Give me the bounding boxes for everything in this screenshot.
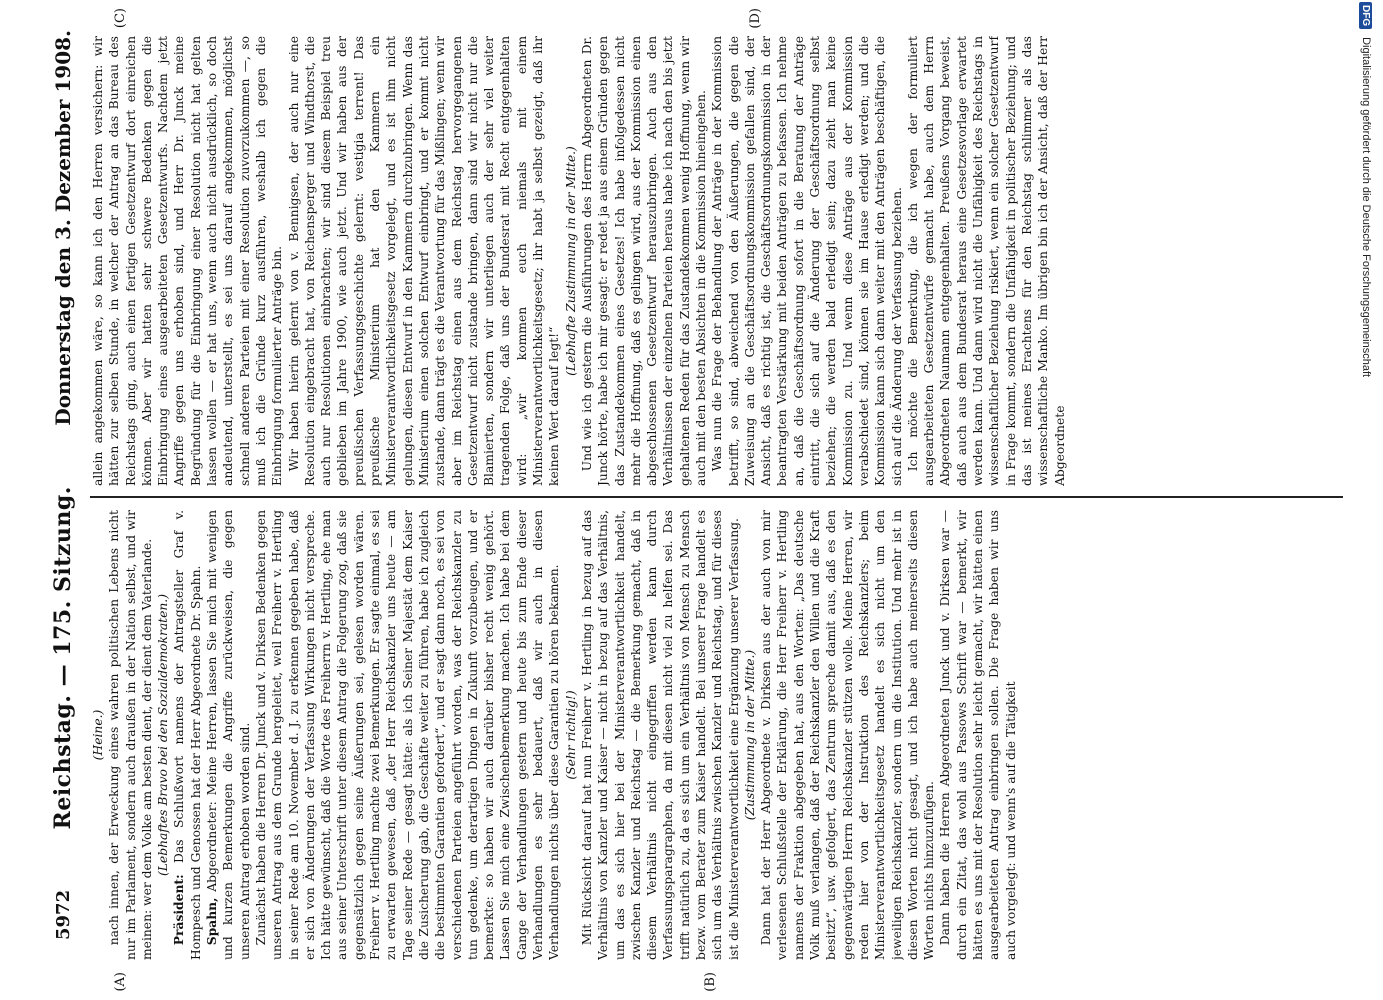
body-paragraph: Zunächst haben die Herren Dr. Junck und v. Dirksen Bedenken gegen unseren Antrag aus dem Grunde hergeleitet, weil Freiherr v. Hertling in seiner Rede am 10. November d. J. zu erkennen gegeben habe, daß er sich von Änderungen der Verfassung Wirkungen nicht verspreche. Ich hätte gewünscht, daß die Worte des Freiherrn v. Hertling, ehe man aus seiner Unterschrift unter diesem Antrag die Folgerung zog, daß sie gegensätzlich gegen seine Äußerungen sei, gelesen worden wären. Freiherr v. Hertling machte zwei Bemerkungen. Er sagte einmal, es sei zu erwarten gewesen, daß „der Herr Reichskanzler uns heute — am Tage seiner Rede — gesagt hätte: als ich Seiner Majestät dem Kaiser die Zusicherung gab, die Geschäfte weiter zu führen, habe ich zugleich die bestimmten Garantien gefordert“, und er sagt dann noch, es sei von verschiedenen Parteien angeführt worden, was der Reichskanzler zu tun gedenke, um derartigen Dingen in Zukunft vorzubeugen, und er bemerkte: so haben wir auch darüber bisher recht wenig gehört. Lassen Sie mich eine Zwischenbemerkung machen. Ich habe bei dem Gange der Verhandlungen gestern und heute bis zum Ende dieser Verhandlungen es sehr bedauert, daß wir auch in diesen Verhandlungen nichts über diese Garantien zu hören bekamen. [253,510,562,960]
section-marker-c: (C) [113,8,128,29]
session-date: Donnerstag den 3. Dezember 1908. [51,30,75,426]
body-paragraph: Wir haben hierin gelernt von v. Bennigsen, der auch nur eine Resolution eingebracht hat, von Reichensperger und Windthorst, die auch nur Resolutionen einbrachten; wir sind diesem Beispiel treu geblieben im Jahre 1900, wie auch jetzt. Und wir haben aus der preußischen Verfassungsgeschichte gelernt: vestigia terrent! Das preußische Ministerium hat den Kammern ein Ministerverantwortlichkeitsgesetz vorgelegt, und es ist ihm nicht gelungen, diesen Entwurf in den Kammern durchzubringen. Wenn das Ministerium einen solchen Entwurf einbringt, und er kommt nicht zustande, dann trägt es die Verantwortung für das Mißlingen; wenn wir aber im Reichstag einen aus dem Reichstag hervorgegangenen Gesetzentwurf nicht zustande bringen, dann sind wir nicht nur die Blamierten, sondern wir unterliegen auch der sehr viel weiter tragenden Folge, daß uns der Bundesrat mit Recht entgegenhalten wird: „wir kommen euch niemals mit einem Ministerverantwortlichkeitsgesetz; ihr habt ja selbst gezeigt, daß ihr keinen Wert darauf legt!“ [286,36,562,486]
stage-direction: (Zustimmung in der Mitte.) [742,649,757,821]
page-header [43,30,83,940]
stage-direction: (Lebhaftes Bravo bei den Sozialdemokraten.) [156,593,171,877]
body-paragraph: Dann haben die Herren Abgeordneten Junck und v. Dirksen war — durch ein Zitat, das wohl aus Passows Schrift war — bemerkt, wir hätten es uns mit der Resolution sehr leicht gemacht, wir hätten einen ausgearbeiteten Antrag einbringen sollen. Die Frage haben wir uns auch vorgelegt: und wenn's auf die Tätigkeit [938,510,1018,960]
left-text-column [90,510,1343,960]
page-title: Reichstag. — 175. Sitzung. [50,486,76,830]
body-paragraph: allein angekommen wäre, so kann ich den Herren versichern: wir hätten zur selben Stunde, in welcher der Antrag an das Bureau des Reichstags ging, auch einen fertigen Gesetzentwurf dort einreichen können. Aber wir hatten sehr schwere Bedenken gegen die Einbringung eines ausgearbeiteten Gesetzentwurfs. Nachdem jetzt Angriffe gegen uns erhoben sind, und Herr Dr. Junck meine Begründung für die Einbringung einer Resolution nicht hat gelten lassen wollen — er hat uns, wenn auch nicht ausdrücklich, so doch andeutend, unterstellt, es sei uns darauf angekommen, möglichst schnell anderen Parteien mit einer Resolution zuvorzukommen —, so muß ich die Gründe kurz ausführen, weshalb ich gegen die Einbringung formulierter Anträge bin. [91,36,285,486]
stage-direction: (Sehr richtig!) [563,690,578,780]
speech-paragraph [204,510,253,960]
body-paragraph: Dann hat der Herr Abgeordnete v. Dirksen aus der auch von mir verlesenen Schlußstelle der Erklärung, die Herr Freiherr v. Hertling namens der Fraktion abgegeben hat, aus den Worten: „Das deutsche Volk muß verlangen, daß der Reichskanzler den Willen und die Kraft besitzt“, usw. gefolgert, das Zentrum spreche damit aus, daß es den gegenwärtigen Herrn Reichskanzler stützen wolle. Meine Herren, wir reden hier von der Instruktion des Reichskanzlers; beim Ministerverantwortlichkeitsgesetz handelt es sich nicht um den jeweiligen Reichskanzler, sondern um die Institution. Und mehr ist in diesen Worten nicht gesagt, und ich habe auch meinerseits diesen Worten nichts hinzuzufügen. [759,510,937,960]
speaker-name: Spahn, [204,897,220,946]
speech-paragraph [171,510,204,960]
right-text-column [90,36,1343,486]
section-marker-b: (B) [703,972,718,992]
speech-text: Das Schlußwort namens der Antragsteller Graf v. Hompesch und Genossen hat der Herr Abgeordnete Dr. Spahn. [172,510,203,960]
body-paragraph: Mit Rücksicht darauf hat nun Freiherr v. Hertling in bezug auf das Verhältnis von Kanzler und Kaiser — nicht in bezug auf das Verhältnis, um das es sich hier bei der Ministerverantwortlichkeit handelt, zwischen Kanzler und Reichstag — die Bemerkung gemacht, daß in diesem Verhältnis nicht eingegriffen werden kann durch Verfassungsparagraphen, da mit diesen nicht viel zu helfen sei. Das trifft natürlich zu, da es sich um ein Verhältnis von Mensch zu Mensch bezw. vom Berater zum Kaiser handelt. Bei unserer Frage handelt es sich um das Verhältnis zwischen Kanzler und Reichstag, und für dieses ist die Ministerverantwortlichkeit eine Ergänzung unserer Verfassung. [579,510,741,960]
section-marker-d: (D) [748,8,763,29]
body-paragraph: nach innen, der Erweckung eines wahren politischen Lebens nicht nur im Parlament, sondern auch draußen in der Nation selbst, und wir meinen: wer dem Volke am besten dient, der dient dem Vaterlande. [107,510,154,960]
body-paragraph: Ich möchte die Bemerkung, die ich wegen der formuliert ausgearbeiteten Gesetzentwürfe gemacht habe, auch dem Herrn Abgeordneten Naumann entgegenhalten. Preußens Vorgang beweist, daß auch aus dem Bundesrat heraus eine Gesetzesvorlage erwartet werden kann. Und dann wird nicht die Unfähigkeit des Reichstags in wissenschaftlicher Beziehung riskiert, wenn ein solcher Gesetzentwurf in Frage kommt, sondern die Unfähigkeit in politischer Beziehung; und das ist meines Erachtens für den Reichstag schlimmer als das wissenschaftliche Manko. Im übrigen bin ich der Ansicht, daß der Herr Abgeordnete [905,36,1067,486]
stage-direction: (Heine.) [91,709,105,761]
speech-text: Abgeordneter: Meine Herren, lassen Sie mich mit wenigen und kurzen Bemerkungen die Angriffe zurückweisen, die gegen unseren Antrag erhoben worden sind. [205,510,252,960]
page-number: 5972 [52,889,74,940]
speaker-name: Präsident: [171,874,187,946]
body-paragraph: Was nun die Frage der Behandlung der Anträge in der Kommission betrifft, so sind, abweichend von den Äußerungen, die gegen die Zuweisung an die Geschäftsordnungskommission gefallen sind, der Ansicht, daß es richtig ist, die Geschäftsordnungskommission in der beantragten Verstärkung mit beiden Anträgen zu befassen. Ich nehme an, daß die Geschäftsordnung sofort in die Beratung der Anträge eintritt, die sich auf die Änderung der Geschäftsordnung selbst beziehen; die werden bald erledigt sein; dazu zieht man keine Kommission zu. Und wenn diese Anträge aus der Kommission verabschiedet sind, können sie im Hause erledigt werden; und die Kommission kann sich dann weiter mit den Anträgen beschäftigen, die sich auf die Änderung der Verfassung beziehen. [710,36,904,486]
dfg-logo: DFG [1360,2,1373,29]
column-divider [90,496,1343,498]
body-paragraph: Und wie ich gestern die Ausführungen des Herrn Abgeordneten Dr. Junck hörte, habe ich mir gesagt: er redet ja aus einem Gründen gegen das Zustandekommen eines Gesetzes! Ich habe infolgedessen nicht mehr die Hoffnung, daß es gelingen wird, aus der Kommission einen abgeschlossenen Gesetzentwurf herauszubringen. Auch aus den Verhältnissen der einzelnen Parteien heraus habe ich nach den bis jetzt gehaltenen Reden für das Zustandekommen wenig Hoffnung, wenn wir auch mit den besten Absichten in die Kommission hineingehen. [579,36,708,486]
digitization-note [1355,2,1377,992]
section-marker-a: (A) [113,972,128,992]
digitization-text: Digitalisierung gefördert durch die Deutsche Forschungsgemeinschaft [1360,37,1372,378]
stage-direction: (Lebhafte Zustimmung in der Mitte.) [563,146,578,376]
